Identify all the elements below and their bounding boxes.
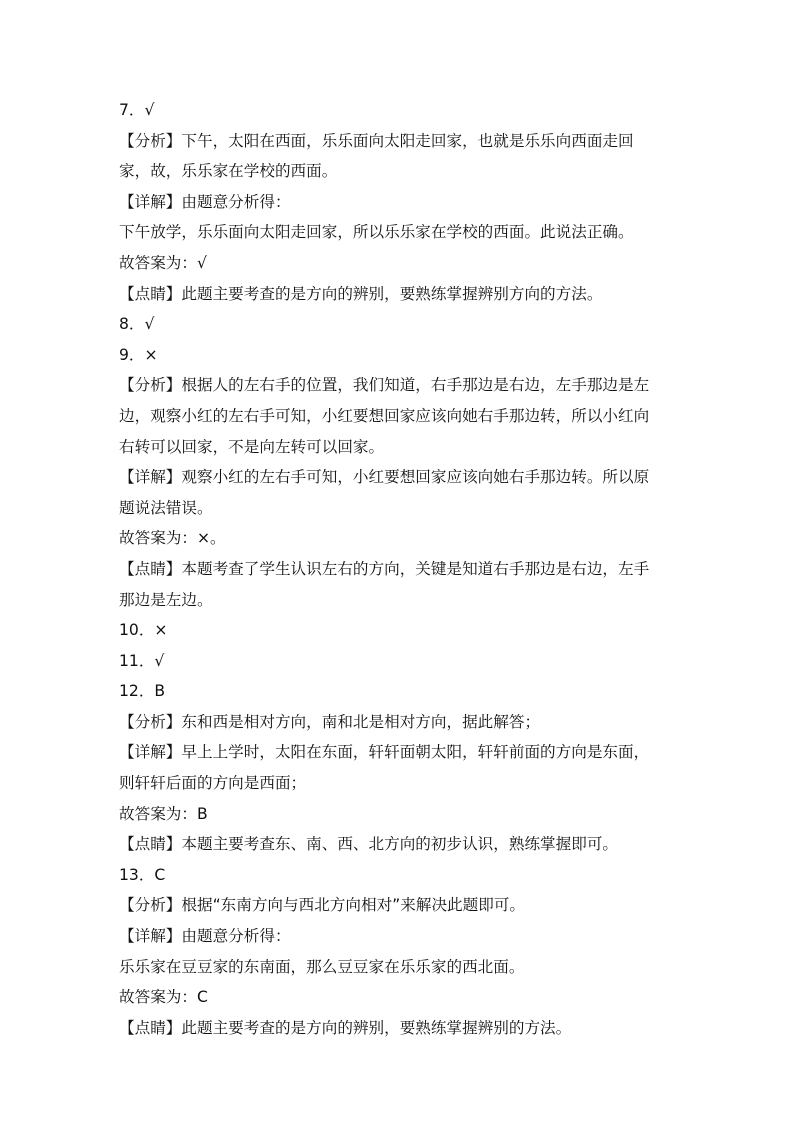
detail-13-heading: 【详解】由题意分析得： [119,927,291,946]
analysis-12: 【分析】东和西是相对方向，南和北是相对方向，据此解答； [119,712,541,731]
answer-8: 8．√ [119,315,155,334]
detail-7-heading: 【详解】由题意分析得： [119,192,291,211]
answer-13: 13．C [119,865,166,884]
answer-9-conclusion: 故答案为：×。 [119,529,226,548]
comment-9-line-1: 【点睛】本题考查了学生认识左右的方向，关键是知道右手那边是右边，左手 [119,559,650,578]
detail-9-line-1: 【详解】观察小红的左右手可知，小红要想回家应该向她右手那边转。所以原 [119,468,650,487]
answer-11: 11．√ [119,651,165,670]
answer-9: 9．× [119,345,158,364]
comment-12: 【点睛】本题主要考查东、南、西、北方向的初步认识，熟练掌握即可。 [119,835,619,854]
detail-13-text: 乐乐家在豆豆家的东南面，那么豆豆家在乐乐家的西北面。 [119,957,525,976]
detail-9-line-2: 题说法错误。 [119,498,213,517]
answer-12: 12．B [119,682,166,701]
analysis-13: 【分析】根据“东南方向与西北方向相对”来解决此题即可。 [119,896,526,915]
analysis-9-line-3: 右转可以回家，不是向左转可以回家。 [119,437,385,456]
analysis-7-line-1: 【分析】下午，太阳在西面，乐乐面向太阳走回家，也就是乐乐向西面走回 [119,131,634,150]
detail-12-line-2: 则轩轩后面的方向是西面； [119,774,307,793]
analysis-9-line-2: 边，观察小红的左右手可知，小红要想回家应该向她右手那边转，所以小红向 [119,406,650,425]
answer-7: 7．√ [119,101,155,119]
answer-7-conclusion: 故答案为：√ [119,253,207,272]
answer-10: 10．× [119,621,168,640]
answer-12-conclusion: 故答案为：B [119,804,208,823]
answer-text-block [119,95,689,1043]
analysis-9-line-1: 【分析】根据人的左右手的位置，我们知道，右手那边是右边，左手那边是左 [119,376,650,395]
comment-7: 【点睛】此题主要考查的是方向的辨别，要熟练掌握辨别方向的方法。 [119,284,603,303]
comment-13: 【点睛】此题主要考查的是方向的辨别，要熟练掌握辨别的方法。 [119,1018,572,1037]
detail-12-line-1: 【详解】早上上学时，太阳在东面，轩轩面朝太阳，轩轩前面的方向是东面， [119,743,650,762]
detail-7-text: 下午放学，乐乐面向太阳走回家，所以乐乐家在学校的西面。此说法正确。 [119,223,634,242]
answer-13-conclusion: 故答案为：C [119,988,208,1007]
comment-9-line-2: 那边是左边。 [119,590,213,609]
analysis-7-line-2: 家，故，乐乐家在学校的西面。 [119,162,338,181]
